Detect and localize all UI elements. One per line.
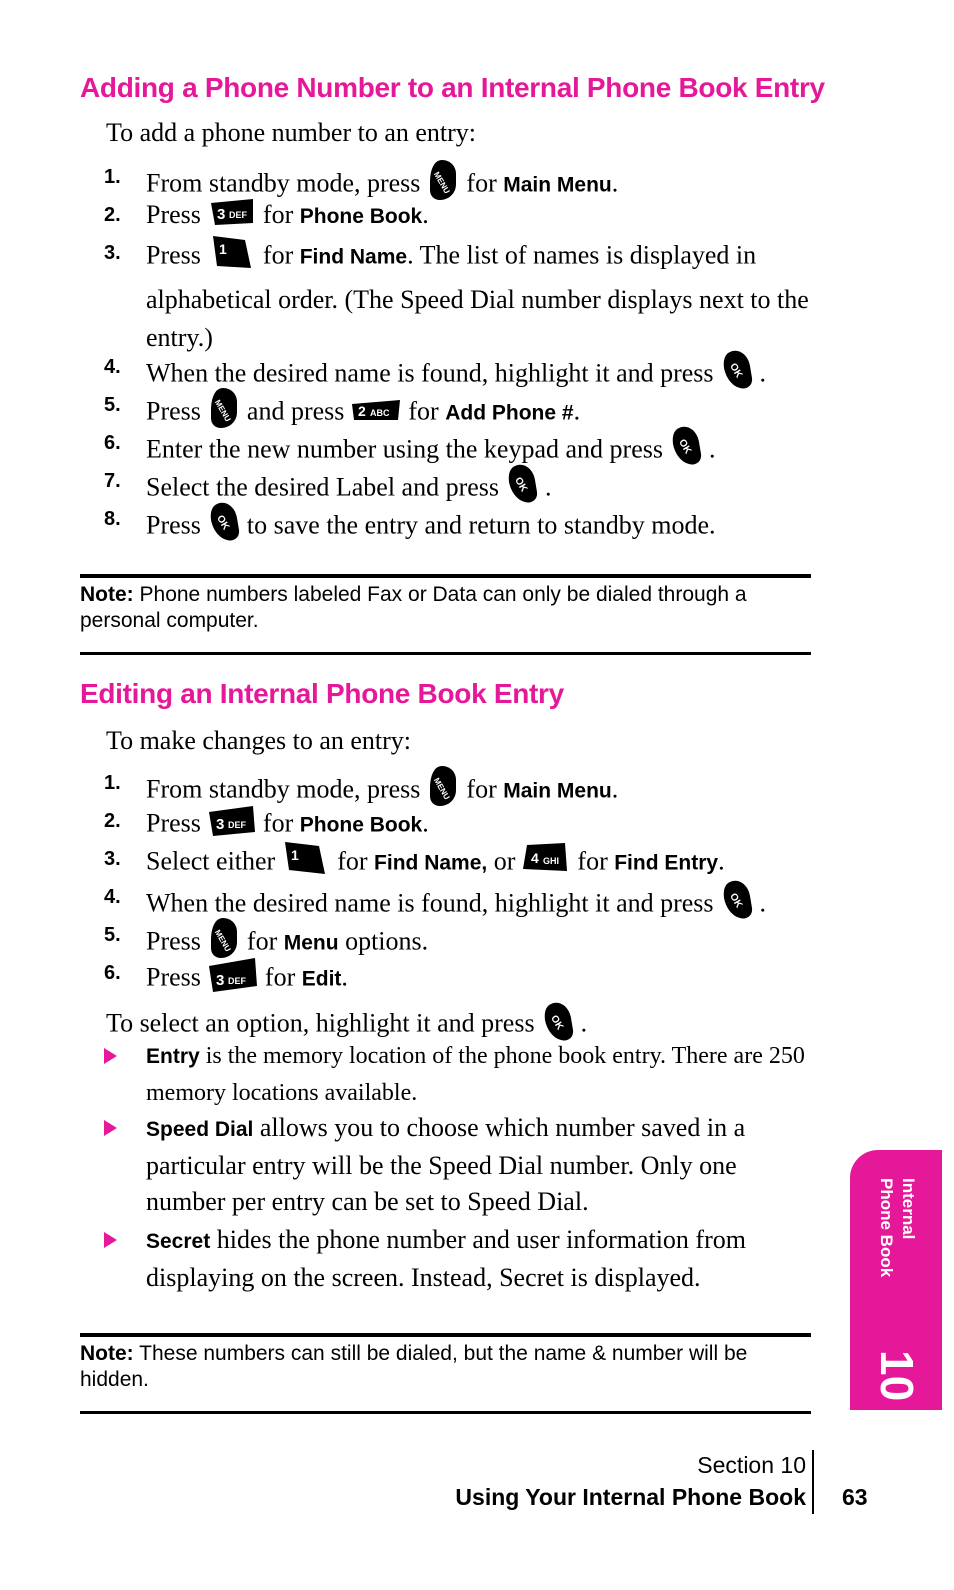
note-box: Note: These numbers can still be dialed, but the name & number will be hidden. (80, 1342, 748, 1391)
step-number: 6. (104, 432, 121, 454)
step-item: 4. When the desired name is found, highlight it and press . (104, 348, 824, 403)
divider (80, 652, 811, 655)
ok-key-icon (207, 500, 241, 555)
step-number: 5. (104, 924, 121, 946)
step-item: 4. When the desired name is found, highlight it and press . (104, 878, 824, 933)
step-number: 1. (104, 772, 121, 794)
section-title-editing: Editing an Internal Phone Book Entry (80, 678, 564, 709)
bullet-arrow-icon (104, 1232, 117, 1248)
footer-section: Section 10 (697, 1452, 806, 1478)
step-number: 4. (104, 356, 121, 378)
intro-text: To add a phone number to an entry: (106, 118, 477, 147)
page-number: 63 (842, 1484, 868, 1510)
step-item: 7. Select the desired Label and press . (104, 462, 824, 517)
svg-text:DEF: DEF (227, 820, 246, 830)
svg-text:4: 4 (531, 850, 540, 866)
step-item: 5. Press for Menu options. (104, 916, 824, 971)
list-item: Secret hides the phone number and user information from displaying on the screen. Instead, Secret is displayed. (104, 1222, 814, 1296)
list-item: Entry is the memory location of the phone book entry. There are 250 memory locations available. (104, 1038, 814, 1111)
step-number: 2. (104, 810, 121, 832)
svg-text:3: 3 (216, 205, 226, 223)
step-number: 3. (104, 848, 121, 870)
note-box: Note: Phone numbers labeled Fax or Data can only be dialed through a personal computer. (80, 583, 747, 632)
svg-text:1: 1 (218, 241, 227, 257)
divider (80, 1411, 811, 1414)
step-item: 1. From standby mode, press for Main Menu. (104, 158, 824, 213)
footer-divider (812, 1450, 814, 1514)
divider (80, 1333, 811, 1337)
step-item: 6. Press 3 DEF for Edit. (104, 954, 824, 1005)
svg-text:1: 1 (291, 847, 300, 863)
svg-text:2: 2 (358, 402, 367, 419)
chapter-tab-number: 10 (871, 1350, 923, 1402)
bullet-arrow-icon (104, 1120, 117, 1136)
step-number: 7. (104, 470, 121, 492)
step-item: 6. Enter the new number using the keypad and press . (104, 424, 824, 479)
footer-title: Using Your Internal Phone Book (455, 1484, 806, 1510)
step-item: 2. Press 3 DEF for Phone Book. (104, 196, 824, 238)
step-item: 3. Press 1 for Find Name. The list of names is displayed in alphabetical order. (The Speed Dial number displays next to the entry.) (104, 234, 824, 357)
step-number: 3. (104, 242, 121, 264)
step-item: 5. Press and press 2 ABC for Add Phone #. (104, 386, 824, 441)
intro-text: To make changes to an entry: (106, 726, 412, 755)
step-item: 8. Press to save the entry and return to standby mode. (104, 500, 824, 555)
step-number: 8. (104, 508, 121, 530)
select-option-text: To select an option, highlight it and press . (106, 1000, 587, 1051)
step-number: 4. (104, 886, 121, 908)
divider (80, 574, 811, 578)
svg-text:ABC: ABC (370, 407, 390, 418)
svg-text:GHI: GHI (543, 856, 560, 866)
list-item: Speed Dial allows you to choose which number saved in a particular entry will be the Speed Dial number. Only one number per entry can be set to Speed Dial. (104, 1110, 814, 1220)
svg-text:DEF: DEF (227, 976, 246, 986)
step-number: 1. (104, 166, 121, 188)
key-3-icon (207, 197, 257, 238)
step-number: 6. (104, 962, 121, 984)
chapter-tab-label: Internal Phone Book (877, 1178, 918, 1278)
step-number: 2. (104, 204, 121, 226)
step-item: 1. From standby mode, press for Main Menu. (104, 764, 824, 819)
key-1-icon (207, 234, 257, 281)
bullet-arrow-icon (104, 1048, 117, 1064)
svg-text:3: 3 (215, 816, 225, 833)
svg-text:3: 3 (215, 972, 225, 989)
section-title-adding: Adding a Phone Number to an Internal Phone Book Entry (80, 72, 825, 103)
svg-text:DEF: DEF (228, 209, 247, 220)
step-item: 3. Select either 1 for Find Name, or 4 GHI for Find Entry. (104, 840, 824, 887)
step-number: 5. (104, 394, 121, 416)
step-item: 2. Press 3 DEF for Phone Book. (104, 802, 824, 849)
key-3-icon (207, 954, 259, 1005)
